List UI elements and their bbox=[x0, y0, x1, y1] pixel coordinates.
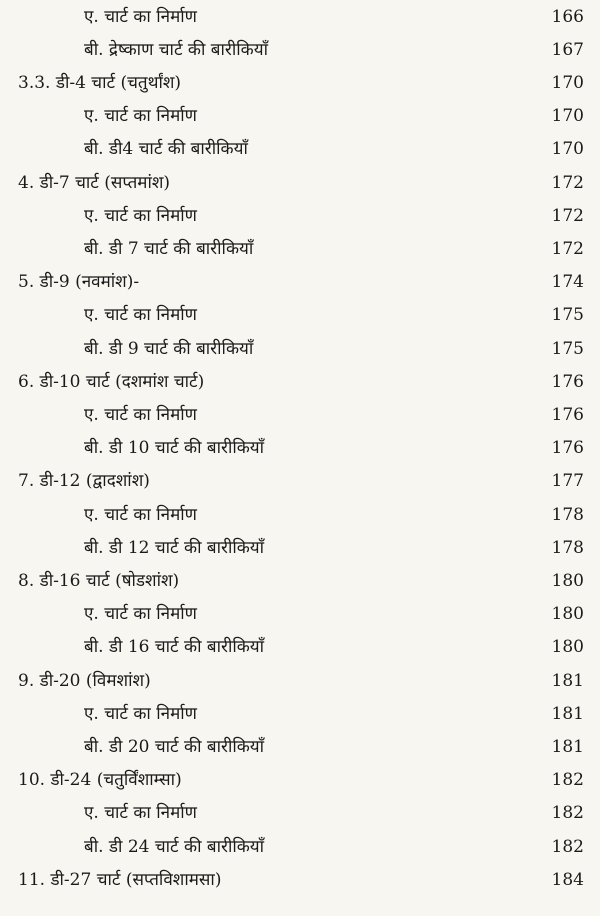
toc-entry bbox=[0, 67, 600, 100]
toc-entry bbox=[0, 333, 600, 366]
toc-entry bbox=[0, 34, 600, 67]
toc-entry-page: 167 bbox=[551, 40, 584, 60]
toc-entry bbox=[0, 432, 600, 465]
toc-entry-page: 175 bbox=[551, 305, 584, 325]
toc-entry bbox=[0, 797, 600, 830]
toc-entry bbox=[0, 465, 600, 498]
toc-entry-page: 180 bbox=[551, 571, 584, 591]
toc-entry-title: ए. चार्ट का निर्माण bbox=[84, 106, 197, 126]
toc-entry-title: 9. डी-20 (विमशांश) bbox=[18, 671, 151, 691]
toc-entry-page: 180 bbox=[551, 604, 584, 624]
toc-entry-page: 176 bbox=[551, 438, 584, 458]
toc-entry bbox=[0, 831, 600, 864]
toc-entry-title: 3.3. डी-4 चार्ट (चतुर्थांश) bbox=[18, 73, 182, 93]
toc-entry-page: 170 bbox=[551, 73, 584, 93]
toc-entry-page: 181 bbox=[551, 737, 584, 757]
toc-entry bbox=[0, 167, 600, 200]
toc-entry bbox=[0, 100, 600, 133]
toc-entry-title: 8. डी-16 चार्ट (षोडशांश) bbox=[18, 571, 180, 591]
toc-entry-page: 184 bbox=[551, 870, 584, 890]
toc-entry-title: ए. चार्ट का निर्माण bbox=[84, 704, 197, 724]
toc-entry-page: 180 bbox=[551, 637, 584, 657]
toc-entry-title: बी. डी 20 चार्ट की बारीकियाँ bbox=[84, 737, 265, 757]
toc-entry-title: बी. द्रेष्काण चार्ट की बारीकियाँ bbox=[84, 40, 268, 60]
toc-entry-page: 181 bbox=[551, 671, 584, 691]
toc-entry-title: बी. डी 16 चार्ट की बारीकियाँ bbox=[84, 637, 265, 657]
toc-entry-page: 170 bbox=[551, 139, 584, 159]
toc-entry-page: 172 bbox=[551, 239, 584, 259]
toc-entry bbox=[0, 598, 600, 631]
toc-entry-page: 172 bbox=[551, 206, 584, 226]
toc-entry-page: 175 bbox=[551, 339, 584, 359]
toc-entry bbox=[0, 665, 600, 698]
toc-entry-title: बी. डी 24 चार्ट की बारीकियाँ bbox=[84, 837, 265, 857]
toc-entry bbox=[0, 764, 600, 797]
toc-entry-title: ए. चार्ट का निर्माण bbox=[84, 604, 197, 624]
toc-entry bbox=[0, 266, 600, 299]
toc-entry bbox=[0, 399, 600, 432]
toc-entry-title: 5. डी-9 (नवमांश)- bbox=[18, 272, 140, 292]
toc-entry bbox=[0, 631, 600, 664]
toc-entry bbox=[0, 565, 600, 598]
toc-entry-title: ए. चार्ट का निर्माण bbox=[84, 305, 197, 325]
toc-entry-title: बी. डी 7 चार्ट की बारीकियाँ bbox=[84, 239, 254, 259]
toc-entry-page: 176 bbox=[551, 372, 584, 392]
toc-entry-title: 11. डी-27 चार्ट (सप्तविशामसा) bbox=[18, 870, 222, 890]
toc-entry bbox=[0, 233, 600, 266]
toc-entry bbox=[0, 366, 600, 399]
toc-entry-title: ए. चार्ट का निर्माण bbox=[84, 803, 197, 823]
toc-entry bbox=[0, 731, 600, 764]
toc-entry-title: 10. डी-24 (चतुर्विंशाम्सा) bbox=[18, 770, 182, 790]
toc-entry-title: 6. डी-10 चार्ट (दशमांश चार्ट) bbox=[18, 372, 205, 392]
toc-entry bbox=[0, 133, 600, 166]
toc-entry bbox=[0, 698, 600, 731]
toc-entry-title: 7. डी-12 (द्वादशांश) bbox=[18, 471, 150, 491]
toc-entry-title: बी. डी4 चार्ट की बारीकियाँ bbox=[84, 139, 248, 159]
toc-entry-title: बी. डी 10 चार्ट की बारीकियाँ bbox=[84, 438, 265, 458]
toc-entry bbox=[0, 1, 600, 34]
toc-entry-page: 178 bbox=[551, 538, 584, 558]
toc-entry bbox=[0, 532, 600, 565]
toc-entry-title: बी. डी 12 चार्ट की बारीकियाँ bbox=[84, 538, 265, 558]
toc-entry bbox=[0, 864, 600, 897]
toc-entry bbox=[0, 299, 600, 332]
toc-entry-title: ए. चार्ट का निर्माण bbox=[84, 505, 197, 525]
toc-entry-page: 166 bbox=[551, 7, 584, 27]
toc-entry-page: 177 bbox=[551, 471, 584, 491]
toc-entry bbox=[0, 499, 600, 532]
toc-entry-title: 4. डी-7 चार्ट (सप्तमांश) bbox=[18, 173, 171, 193]
toc-entry-title: ए. चार्ट का निर्माण bbox=[84, 405, 197, 425]
toc-entry-page: 182 bbox=[551, 770, 584, 790]
toc-entry-page: 172 bbox=[551, 173, 584, 193]
toc-entry-page: 181 bbox=[551, 704, 584, 724]
toc-entry-page: 176 bbox=[551, 405, 584, 425]
toc-entry-page: 170 bbox=[551, 106, 584, 126]
toc-entry-page: 182 bbox=[551, 837, 584, 857]
toc-entry bbox=[0, 200, 600, 233]
toc-entry-page: 174 bbox=[551, 272, 584, 292]
toc-entry-page: 178 bbox=[551, 505, 584, 525]
toc-entry-page: 182 bbox=[551, 803, 584, 823]
toc-entry-title: ए. चार्ट का निर्माण bbox=[84, 7, 197, 27]
toc-entry-title: बी. डी 9 चार्ट की बारीकियाँ bbox=[84, 339, 254, 359]
toc-entry-title: ए. चार्ट का निर्माण bbox=[84, 206, 197, 226]
